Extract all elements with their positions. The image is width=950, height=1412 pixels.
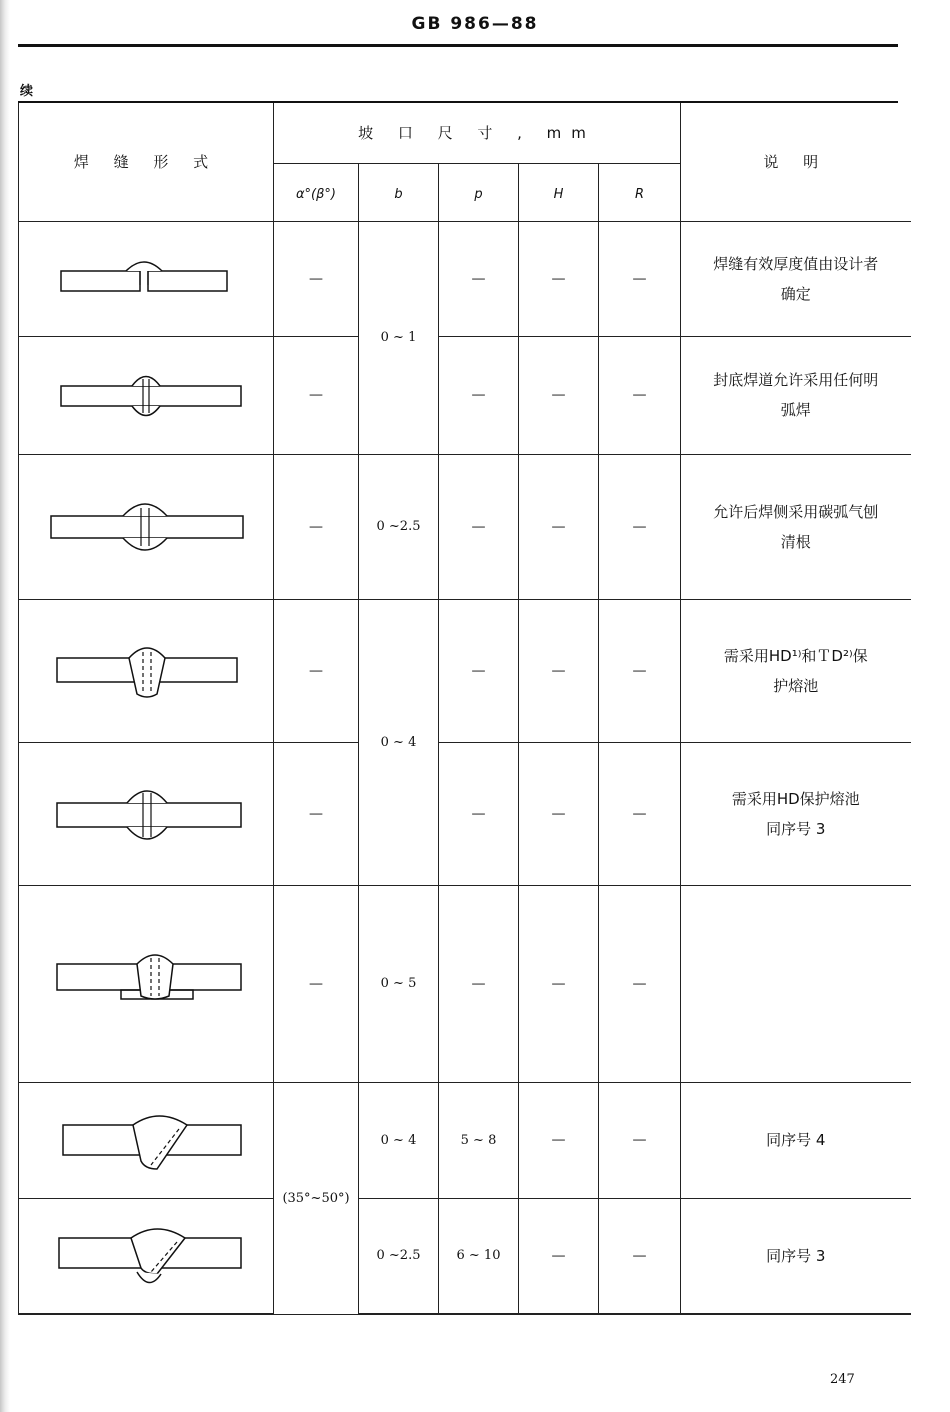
weld-sketch-cell <box>19 336 274 454</box>
backing-strip-weld-sketch <box>41 944 251 1024</box>
cell-alpha: — <box>274 599 359 742</box>
cell-note: 封底焊道允许采用任何明 弧焊 <box>681 336 911 454</box>
cell-p: 5 ~ 8 <box>439 1082 519 1198</box>
table-row <box>19 885 911 1082</box>
col-R: R <box>599 163 681 221</box>
single-side-weld-sketch <box>46 249 246 309</box>
double-side-weld-sketch <box>46 365 246 425</box>
continued-label: 续 <box>20 84 34 99</box>
groove-dimension-table <box>18 103 911 1315</box>
cell-H: — <box>519 885 599 1082</box>
cell-p: — <box>439 885 519 1082</box>
col-b: b <box>359 163 439 221</box>
double-side-deep-weld-sketch <box>41 779 251 849</box>
cell-p: 6 ~ 10 <box>439 1198 519 1314</box>
cell-R: — <box>599 1082 681 1198</box>
cell-R: — <box>599 454 681 599</box>
cell-H: — <box>519 599 599 742</box>
cell-H: — <box>519 742 599 885</box>
cell-p: — <box>439 336 519 454</box>
cell-R: — <box>599 1198 681 1314</box>
cell-alpha: — <box>274 221 359 336</box>
table-row <box>19 454 911 599</box>
scan-edge-shadow <box>0 0 10 1412</box>
cell-R: — <box>599 336 681 454</box>
cell-note: 同序号 4 <box>681 1082 911 1198</box>
standard-header: GB 986—88 <box>411 14 539 34</box>
col-H: H <box>519 163 599 221</box>
bevel-groove-weld-sketch <box>41 1105 251 1175</box>
cell-alpha: — <box>274 742 359 885</box>
weld-sketch-cell <box>19 221 274 336</box>
cell-H: — <box>519 1198 599 1314</box>
weld-sketch-cell <box>19 599 274 742</box>
cell-p: — <box>439 221 519 336</box>
weld-sketch-cell <box>19 742 274 885</box>
table-row <box>19 742 911 885</box>
cell-note: 需采用HD¹⁾和ＴD²⁾保 护熔池 <box>681 599 911 742</box>
col-weld-form: 焊 缝 形 式 <box>19 103 274 221</box>
weld-sketch-cell <box>19 1082 274 1198</box>
cell-H: — <box>519 1082 599 1198</box>
cell-p: — <box>439 454 519 599</box>
bevel-groove-backing-weld-sketch <box>41 1216 251 1296</box>
cell-H: — <box>519 454 599 599</box>
cell-p: — <box>439 742 519 885</box>
table-row <box>19 599 911 742</box>
col-note: 说 明 <box>681 103 911 221</box>
single-side-deep-weld-sketch <box>41 636 251 706</box>
cell-alpha: — <box>274 454 359 599</box>
cell-alpha: — <box>274 336 359 454</box>
cell-note: 需采用HD保护熔池 同序号 3 <box>681 742 911 885</box>
cell-note: 同序号 3 <box>681 1198 911 1314</box>
cell-note <box>681 885 911 1082</box>
cell-alpha: (35°~50°) <box>274 1082 359 1314</box>
cell-b: 0 ~ 5 <box>359 885 439 1082</box>
cell-b: 0 ~ 1 <box>359 221 439 454</box>
header-rule <box>18 44 898 47</box>
cell-R: — <box>599 221 681 336</box>
col-groove-dimensions: 坡 口 尺 寸 , mm <box>274 103 681 163</box>
cell-R: — <box>599 742 681 885</box>
cell-R: — <box>599 599 681 742</box>
weld-sketch-cell <box>19 885 274 1082</box>
cell-note: 焊缝有效厚度值由设计者 确定 <box>681 221 911 336</box>
weld-sketch-cell <box>19 1198 274 1314</box>
table-row <box>19 1198 911 1314</box>
cell-b: 0 ~ 4 <box>359 599 439 885</box>
double-side-gouged-weld-sketch <box>41 492 251 562</box>
cell-p: — <box>439 599 519 742</box>
header-row-1 <box>19 103 911 163</box>
col-alpha: α°(β°) <box>274 163 359 221</box>
cell-note: 允许后焊侧采用碳弧气刨 清根 <box>681 454 911 599</box>
cell-b: 0 ~2.5 <box>359 454 439 599</box>
table-row <box>19 336 911 454</box>
col-p: p <box>439 163 519 221</box>
cell-b: 0 ~2.5 <box>359 1198 439 1314</box>
table-row <box>19 221 911 336</box>
table-row <box>19 1082 911 1198</box>
cell-b: 0 ~ 4 <box>359 1082 439 1198</box>
page-number: 247 <box>830 1372 855 1387</box>
cell-R: — <box>599 885 681 1082</box>
cell-alpha: — <box>274 885 359 1082</box>
cell-H: — <box>519 221 599 336</box>
cell-H: — <box>519 336 599 454</box>
weld-sketch-cell <box>19 454 274 599</box>
